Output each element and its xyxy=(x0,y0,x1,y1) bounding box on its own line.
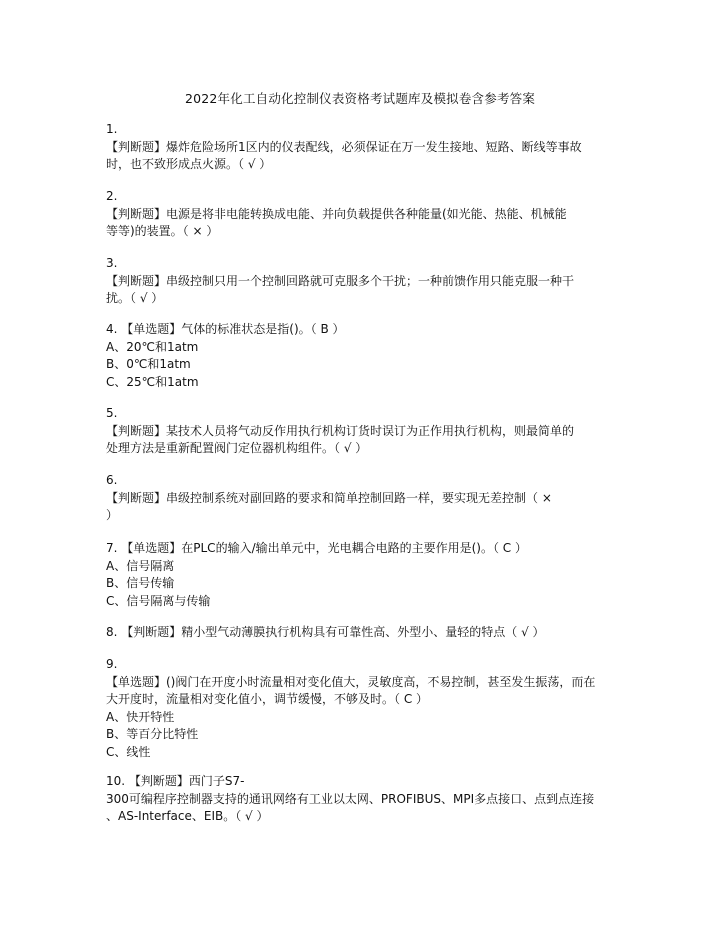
question-number: 6. xyxy=(106,473,118,487)
question-8 xyxy=(106,624,606,642)
question-text: 【判断题】电源是将非电能转换成电能、并向负载提供各种能量(如光能、热能、机械能 xyxy=(106,206,567,221)
question-number: 5. xyxy=(106,406,118,420)
option-b: C、线性 xyxy=(106,744,151,759)
question-1 xyxy=(106,121,606,174)
question-10 xyxy=(106,773,606,826)
question-text: 时，也不致形成点火源。（ √ ） xyxy=(106,157,272,171)
question-6 xyxy=(106,472,606,525)
question-text: 【判断题】爆炸危险场所1区内的仪表配线，必须保证在万一发生接地、短路、断线等事故 xyxy=(106,139,582,154)
question-text: 4. 【单选题】气体的标准状态是指()。（ B ） xyxy=(106,322,345,336)
question-number: 9. xyxy=(106,657,118,671)
question-number: 3. xyxy=(106,256,118,270)
question-text: 8. 【判断题】精小型气动薄膜执行机构具有可靠性高、外型小、量轻的特点（ √ ） xyxy=(106,625,545,639)
question-text: ） xyxy=(106,508,119,522)
question-text: 等等)的装置。（ × ） xyxy=(106,224,219,238)
question-text: 【判断题】串级控制系统对副回路的要求和简单控制回路一样，要实现无差控制（ × xyxy=(106,490,552,505)
question-text: 7. 【单选题】在PLC的输入/输出单元中，光电耦合电路的主要作用是()。（ C ） xyxy=(106,541,527,555)
option-b: B、0℃和1atm xyxy=(106,357,191,371)
option-b: B、信号传输 xyxy=(106,576,175,590)
question-2 xyxy=(106,188,606,241)
question-5 xyxy=(106,405,606,458)
question-text: 10. 【判断题】西门子S7- xyxy=(106,774,245,788)
question-7 xyxy=(106,540,606,610)
question-text: 扰。（ √ ） xyxy=(106,291,164,305)
option-c: C、25℃和1atm xyxy=(106,374,199,389)
question-text: 300可编程序控制器支持的通讯网络有工业以太网、PROFIBUS、MPI多点接口、点到点连接 xyxy=(106,791,595,806)
question-number: 2. xyxy=(106,189,118,203)
question-text: 【单选题】()阀门在开度小时流量相对变化值大，灵敏度高，不易控制，甚至发生振荡，而在 xyxy=(106,674,596,689)
question-text: 【判断题】某技术人员将气动反作用执行机构订货时误订为正作用执行机构，则最简单的 xyxy=(106,423,575,438)
option-a: A、20℃和1atm xyxy=(106,339,199,354)
question-text: 大开度时，流量相对变化值小，调节缓慢，不够及时。（ C ） xyxy=(106,692,429,706)
option-a: A、信号隔离 xyxy=(106,558,175,573)
question-9 xyxy=(106,656,606,761)
question-3 xyxy=(106,255,606,308)
question-4 xyxy=(106,321,606,391)
question-text: 处理方法是重新配置阀门定位器机构组件。（ √ ） xyxy=(106,441,368,455)
question-text: 、AS-Interface、EIB。（ √ ） xyxy=(106,809,269,823)
question-text: 【判断题】串级控制只用一个控制回路就可克服多个干扰；一种前馈作用只能克服一种干 xyxy=(106,273,575,288)
option-c: C、信号隔离与传输 xyxy=(106,593,211,608)
question-text: A、快开特性 xyxy=(106,709,175,724)
option-a: B、等百分比特性 xyxy=(106,727,199,741)
page-title: 2022年化工自动化控制仪表资格考试题库及模拟卷含参考答案 xyxy=(184,91,536,106)
question-number: 1. xyxy=(106,122,118,136)
